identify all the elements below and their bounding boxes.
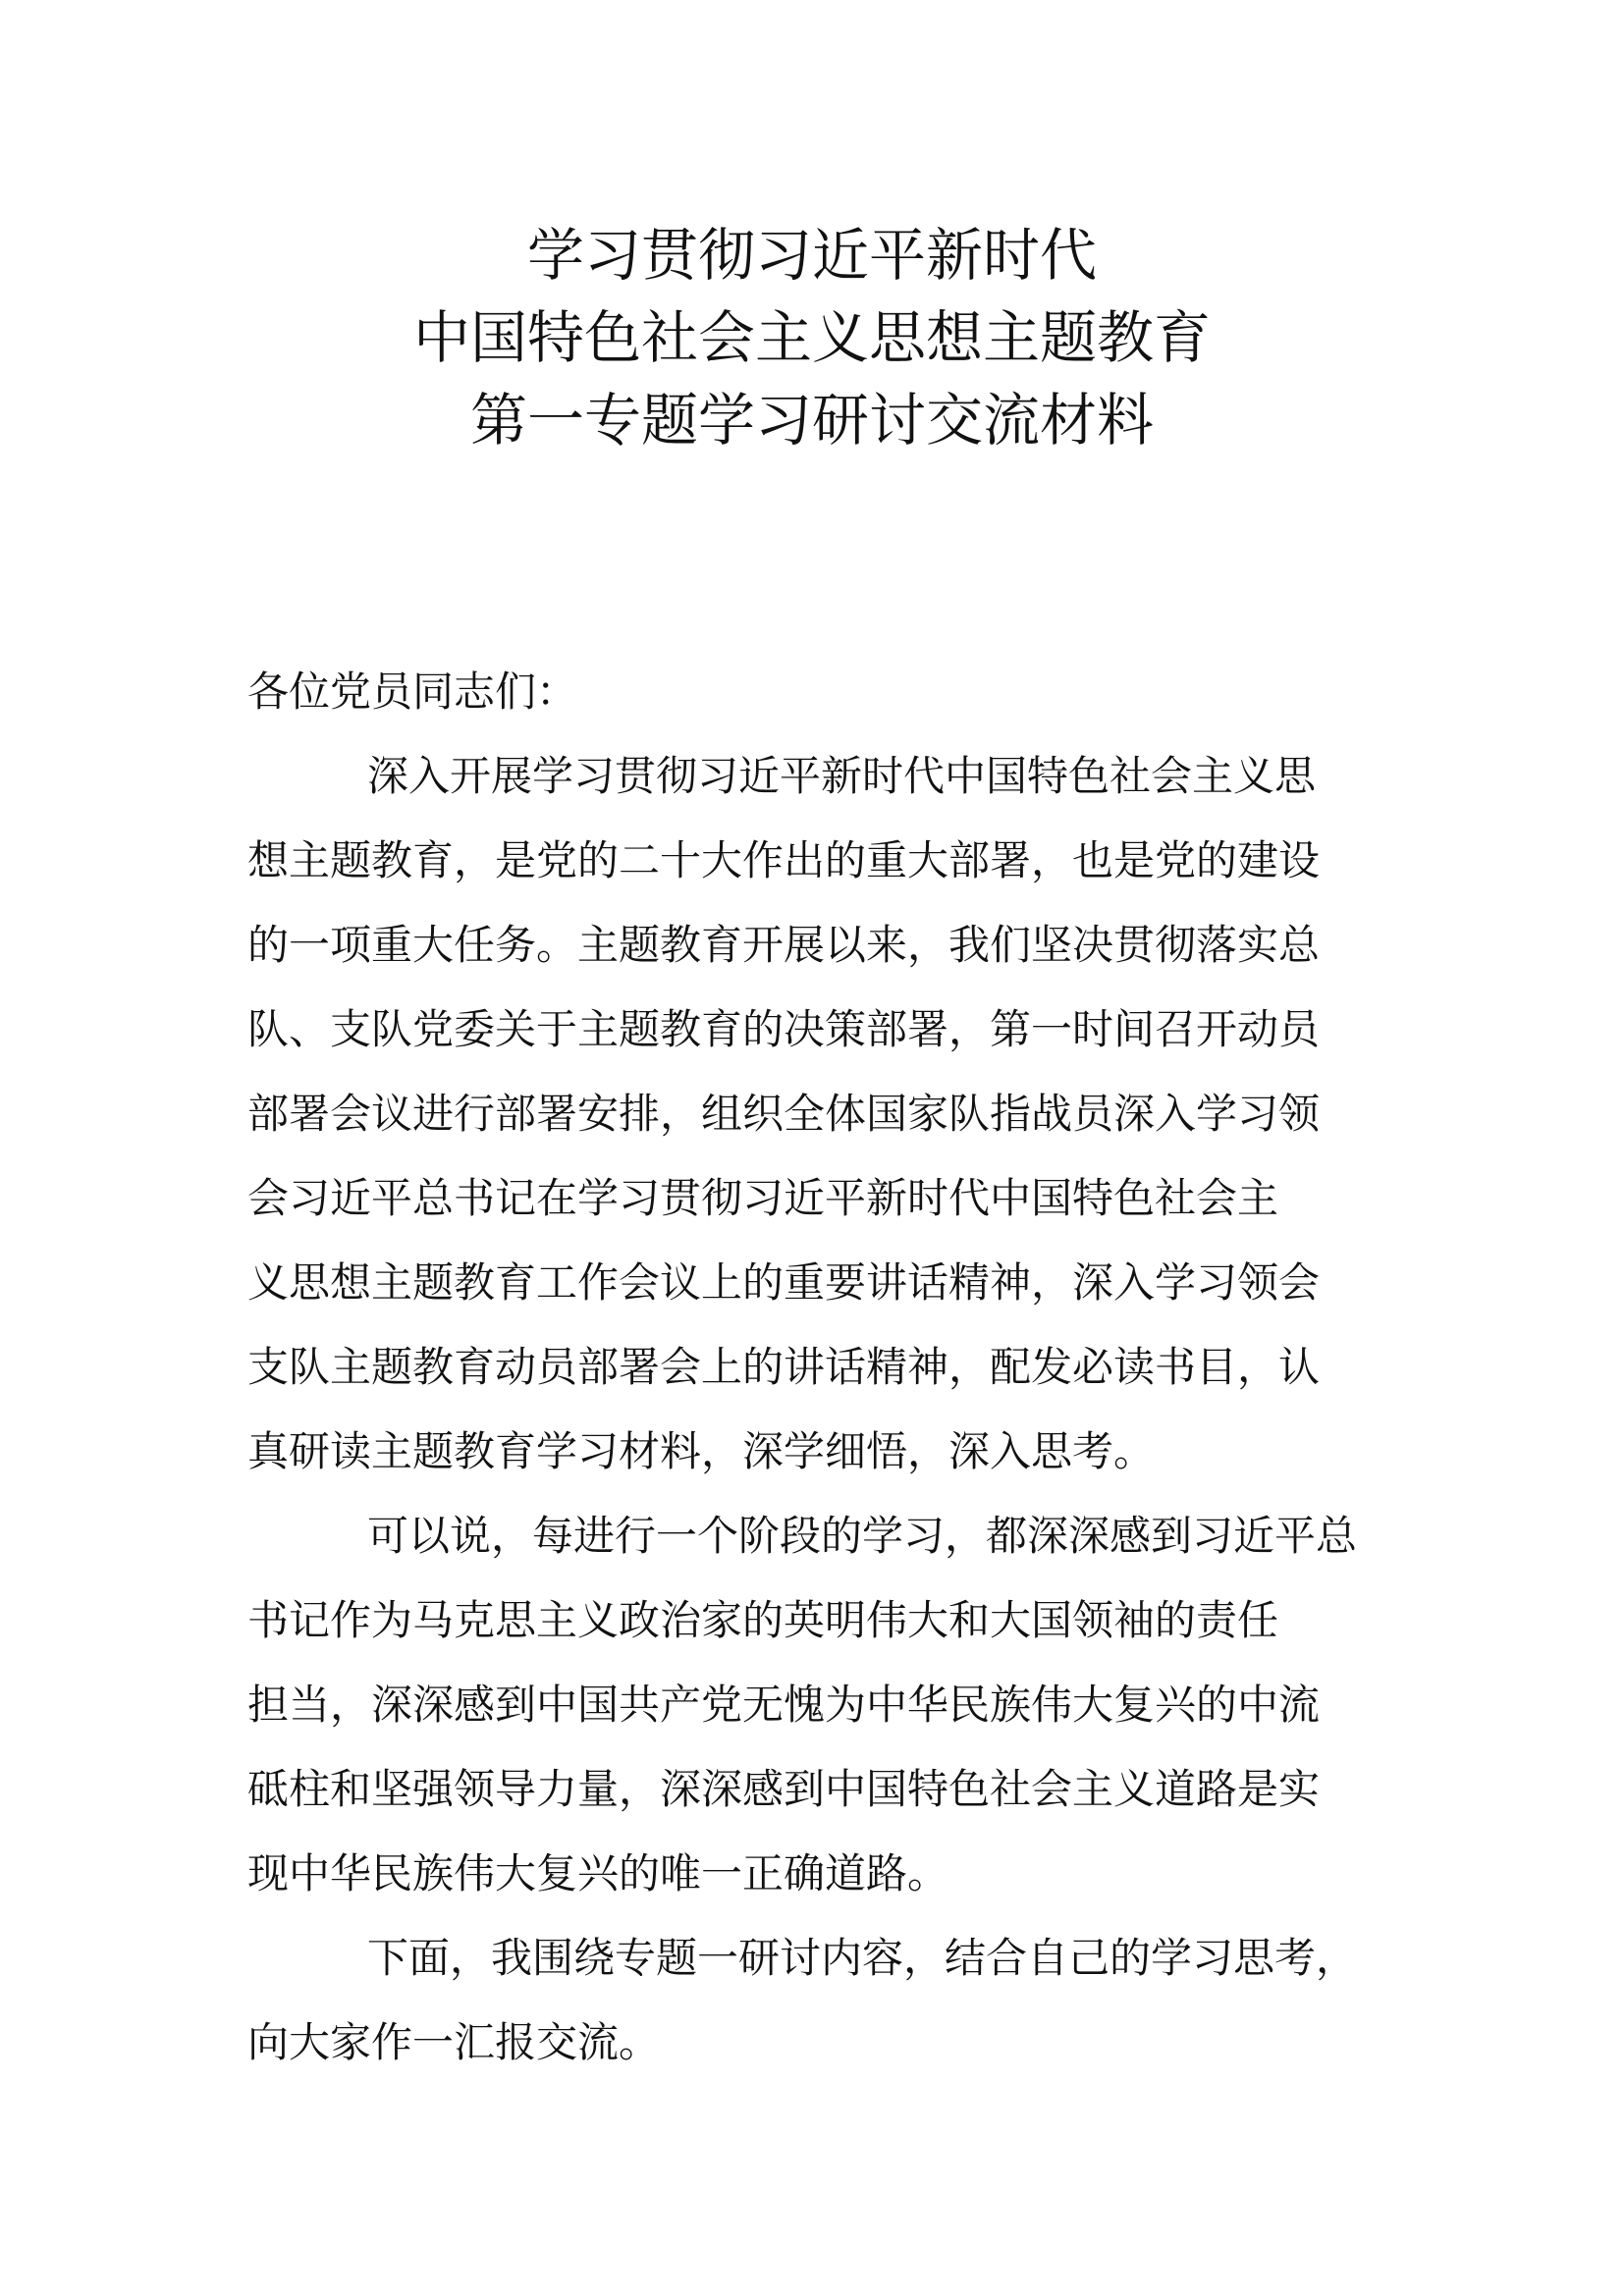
paragraph-line: 可以说，每进行一个阶段的学习，都深深感到习近平总 — [367, 1512, 1358, 1560]
paragraph-line: 义思想主题教育工作会议上的重要讲话精神，深入学习领会 — [247, 1258, 1321, 1307]
paragraph-line: 担当，深深感到中国共产党无愧为中华民族伟大复兴的中流 — [247, 1681, 1321, 1729]
document-title — [0, 214, 1624, 461]
title-line-3: 第一专题学习研讨交流材料 — [469, 387, 1154, 454]
title-line-2: 中国特色社会主义思想主题教育 — [412, 304, 1211, 371]
document-body — [247, 650, 1386, 2085]
paragraph-line: 真研读主题教育学习材料，深学细悟，深入思考。 — [247, 1427, 1156, 1475]
paragraph-line: 的一项重大任务。主题教育开展以来，我们坚决贯彻落实总 — [247, 921, 1321, 969]
paragraph-line: 想主题教育，是党的二十大作出的重大部署，也是党的建设 — [247, 836, 1321, 884]
paragraph-line: 向大家作一汇报交流。 — [247, 2018, 661, 2066]
paragraph-line: 砥柱和坚强领导力量，深深感到中国特色社会主义道路是实 — [247, 1765, 1321, 1813]
paragraph-line: 队、支队党委关于主题教育的决策部署，第一时间召开动员 — [247, 1005, 1321, 1053]
paragraph-line: 支队主题教育动员部署会上的讲话精神，配发必读书目，认 — [247, 1343, 1321, 1391]
paragraph-2 — [247, 1494, 1386, 1916]
paragraph-1 — [247, 734, 1386, 1494]
paragraph-line: 下面，我围绕专题一研讨内容，结合自己的学习思考， — [367, 1934, 1358, 1982]
paragraph-line: 书记作为马克思主义政治家的英明伟大和大国领袖的责任 — [247, 1596, 1279, 1644]
title-line-1: 学习贯彻习近平新时代 — [526, 222, 1097, 289]
paragraph-line: 部署会议进行部署安排，组织全体国家队指战员深入学习领 — [247, 1090, 1321, 1138]
paragraph-line: 深入开展学习贯彻习近平新时代中国特色社会主义思 — [367, 752, 1317, 800]
salutation: 各位党员同志们： — [247, 667, 578, 716]
paragraph-line: 会习近平总书记在学习贯彻习近平新时代中国特色社会主 — [247, 1174, 1279, 1222]
paragraph-3 — [247, 1916, 1386, 2085]
paragraph-line: 现中华民族伟大复兴的唯一正确道路。 — [247, 1849, 949, 1897]
